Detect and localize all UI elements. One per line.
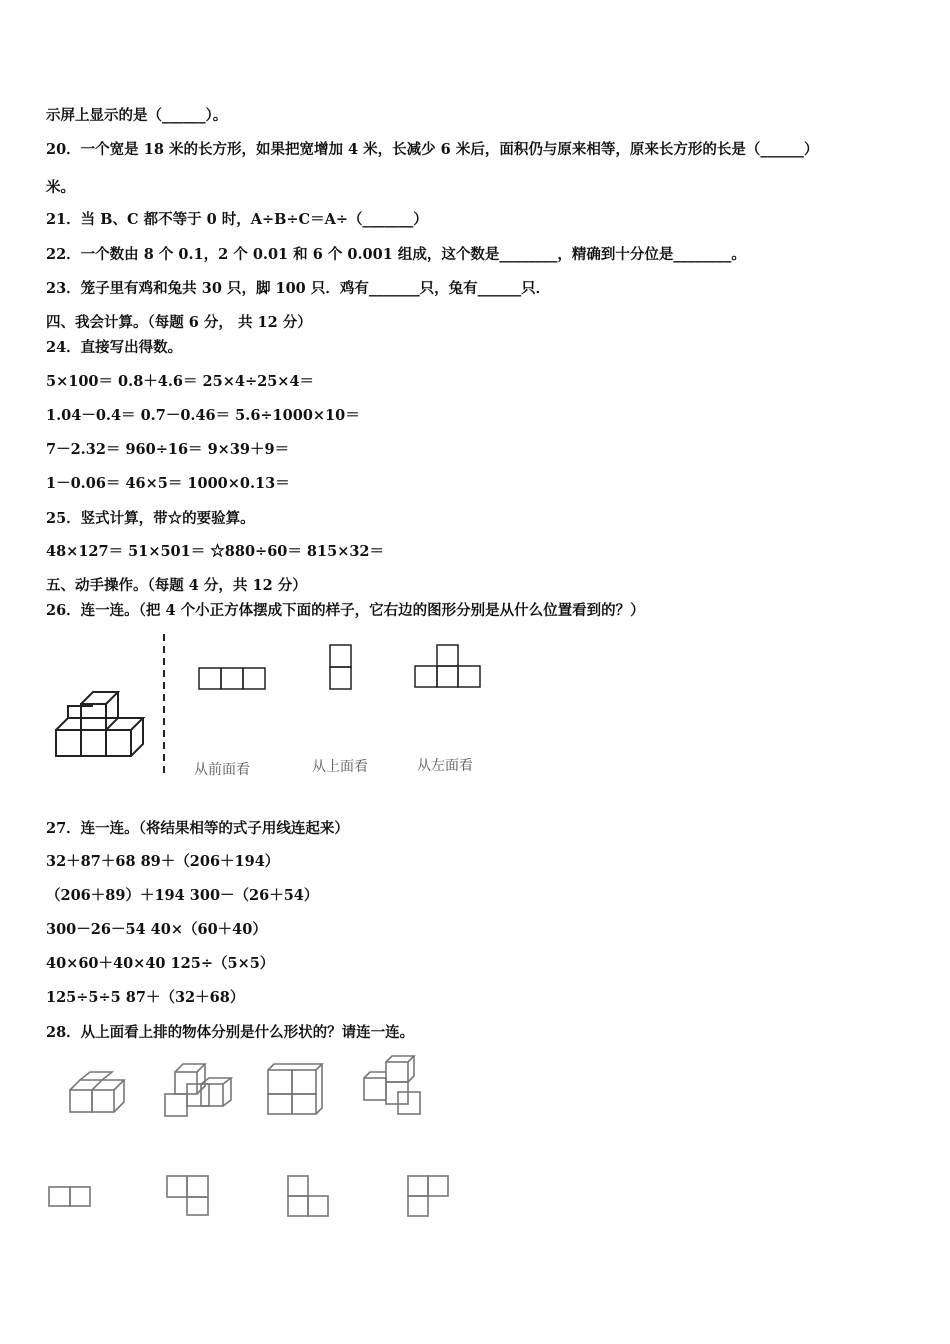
- line-21: 125÷5÷5 87＋（32＋68）: [46, 989, 245, 1006]
- line-9: 1.04－0.4＝ 0.7－0.46＝ 5.6÷1000×10＝: [46, 407, 360, 424]
- line-10: 7－2.32＝ 960÷16＝ 9×39＋9＝: [46, 441, 290, 458]
- line-3: 21．当 B、C 都不等于 0 时，A÷B÷C＝A÷（_______）: [46, 211, 428, 228]
- object-4-cubes: [364, 1056, 420, 1114]
- top-view-1: [49, 1187, 90, 1206]
- section-4-heading: 四、我会计算。（每题 6 分， 共 12 分）: [46, 314, 312, 331]
- line-17: 32＋87＋68 89＋（206＋194）: [46, 853, 280, 870]
- top-view-3: [288, 1176, 328, 1216]
- line-11: 1－0.06＝ 46×5＝ 1000×0.13＝: [46, 475, 290, 492]
- line-12: 25．竖式计算，带☆的要验算。: [46, 510, 255, 527]
- q28-figure: [46, 1050, 466, 1230]
- cube-stack-drawing: [56, 692, 143, 756]
- view-three-in-row: [199, 668, 265, 689]
- line-20: 40×60＋40×40 125÷（5×5）: [46, 955, 275, 972]
- line-13: 48×127＝ 51×501＝ ☆880÷60＝ 815×32＝: [46, 543, 385, 560]
- line-5: 23．笼子里有鸡和兔共 30 只，脚 100 只．鸡有_______只，兔有______只．: [46, 280, 551, 297]
- q26-label-top: 从上面看: [312, 759, 368, 775]
- line-19: 300－26－54 40×（60＋40）: [46, 921, 267, 938]
- line-7: 24．直接写出得数。: [46, 339, 183, 356]
- line-18: （206＋89）＋194 300－（26＋54）: [46, 887, 319, 904]
- object-1-cubes: [70, 1072, 124, 1112]
- top-view-2: [167, 1176, 208, 1215]
- object-2-cubes: [165, 1064, 231, 1116]
- section-5-heading: 五、动手操作。（每题 4 分，共 12 分）: [46, 577, 307, 594]
- view-two-stacked: [330, 645, 351, 689]
- line-8: 5×100＝ 0.8＋4.6＝ 25×4÷25×4＝: [46, 373, 315, 390]
- q26-label-left: 从左面看: [417, 758, 473, 774]
- object-3-cubes: [268, 1064, 322, 1114]
- view-t-shape: [415, 645, 480, 687]
- line-22: 28．从上面看上排的物体分别是什么形状的？请连一连。: [46, 1024, 415, 1041]
- q26-figure: [46, 628, 506, 788]
- line-16: 27．连一连。（将结果相等的式子用线连起来）: [46, 820, 349, 837]
- line-1: 20．一个宽是 18 米的长方形，如果把宽增加 4 米，长减少 6 米后，面积仍与原来相等，原来长方形的长是（______）: [46, 141, 819, 158]
- line-2: 米。: [46, 179, 75, 196]
- line-15: 26．连一连。（把 4 个小正方体摆成下面的样子，它右边的图形分别是从什么位置看到的？）: [46, 602, 645, 619]
- line-0: 示屏上显示的是（______）。: [46, 107, 228, 124]
- line-4: 22．一个数由 8 个 0.1，2 个 0.01 和 6 个 0.001 组成，这个数是________，精确到十分位是________。: [46, 246, 746, 263]
- top-view-4: [408, 1176, 448, 1216]
- q26-label-front: 从前面看: [194, 762, 250, 778]
